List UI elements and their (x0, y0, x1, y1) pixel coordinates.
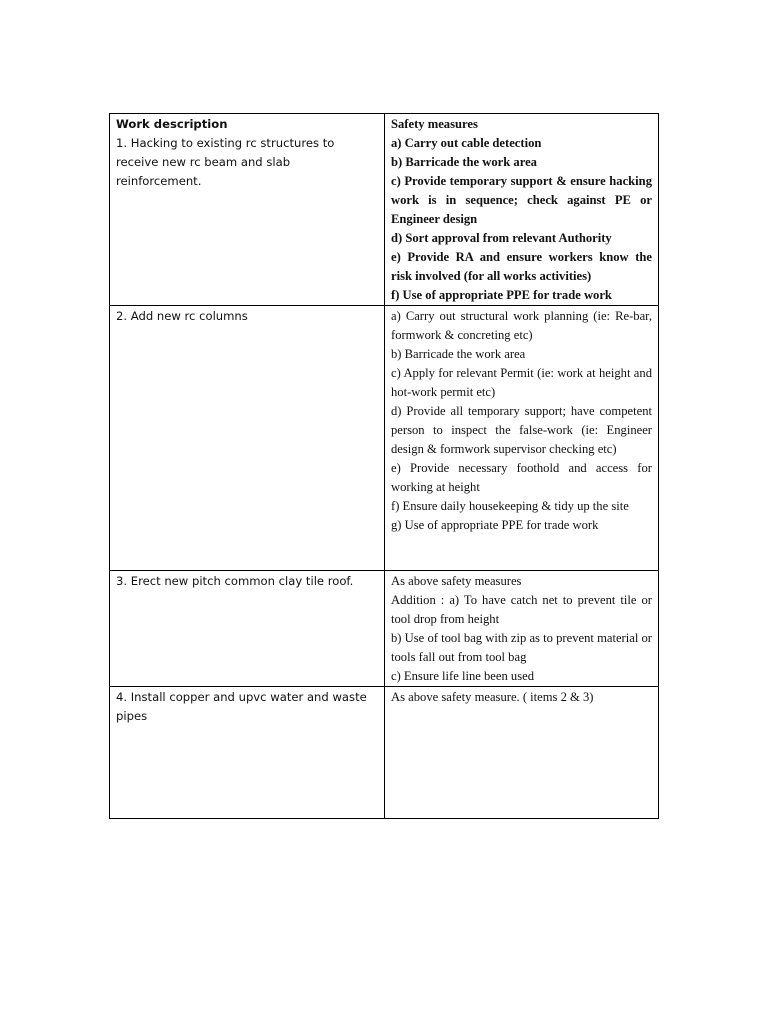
work-description-cell (110, 114, 385, 306)
work-description-cell (110, 687, 385, 819)
measure-item: a) Carry out cable detection (391, 136, 542, 150)
measure-item: a) Carry out structural work planning (ie: Re-bar, formwork & concreting etc) (391, 309, 652, 342)
table-row (110, 306, 659, 571)
measure-item: e) Provide necessary foothold and access for working at height (391, 461, 652, 494)
safety-measures-cell (385, 687, 659, 819)
safety-measures-cell (385, 306, 659, 571)
measure-item: d) Sort approval from relevant Authority (391, 231, 612, 245)
header-work-description: Work description (116, 117, 228, 131)
measure-item: As above safety measure. ( items 2 & 3) (391, 690, 594, 704)
measure-item: g) Use of appropriate PPE for trade work (391, 518, 599, 532)
row-3-description: 3. Erect new pitch common clay tile roof. (116, 574, 354, 588)
work-description-cell (110, 571, 385, 687)
safety-table (109, 113, 659, 819)
table-row (110, 571, 659, 687)
safety-measures-cell (385, 571, 659, 687)
measure-item: Addition : a) To have catch net to prevent tile or tool drop from height (391, 593, 652, 626)
work-description-cell (110, 306, 385, 571)
table-row (110, 687, 659, 819)
measure-item: c) Apply for relevant Permit (ie: work at height and hot-work permit etc) (391, 366, 652, 399)
measure-item: b) Barricade the work area (391, 155, 537, 169)
measure-item: e) Provide RA and ensure workers know the risk involved (for all works activities) (391, 250, 652, 283)
measure-item: f) Ensure daily housekeeping & tidy up the site (391, 499, 629, 513)
measure-item: b) Use of tool bag with zip as to prevent material or tools fall out from tool bag (391, 631, 652, 664)
measure-item: c) Ensure life line been used (391, 669, 535, 683)
measure-item: f) Use of appropriate PPE for trade work (391, 288, 612, 302)
measure-item: b) Barricade the work area (391, 347, 526, 361)
row-4-description: 4. Install copper and upvc water and waste pipes (116, 690, 367, 723)
header-safety-measures: Safety measures (391, 117, 478, 131)
row-2-description: 2. Add new rc columns (116, 309, 248, 323)
measure-item: As above safety measures (391, 574, 522, 588)
safety-measures-cell (385, 114, 659, 306)
measure-item: c) Provide temporary support & ensure hacking work is in sequence; check against PE or Engineer design (391, 174, 652, 226)
table-row (110, 114, 659, 306)
row-1-description: 1. Hacking to existing rc structures to receive new rc beam and slab reinforcement. (116, 136, 335, 188)
measure-item: d) Provide all temporary support; have competent person to inspect the false-work (ie: Engineer design & formwork supervisor checking etc) (391, 404, 652, 456)
